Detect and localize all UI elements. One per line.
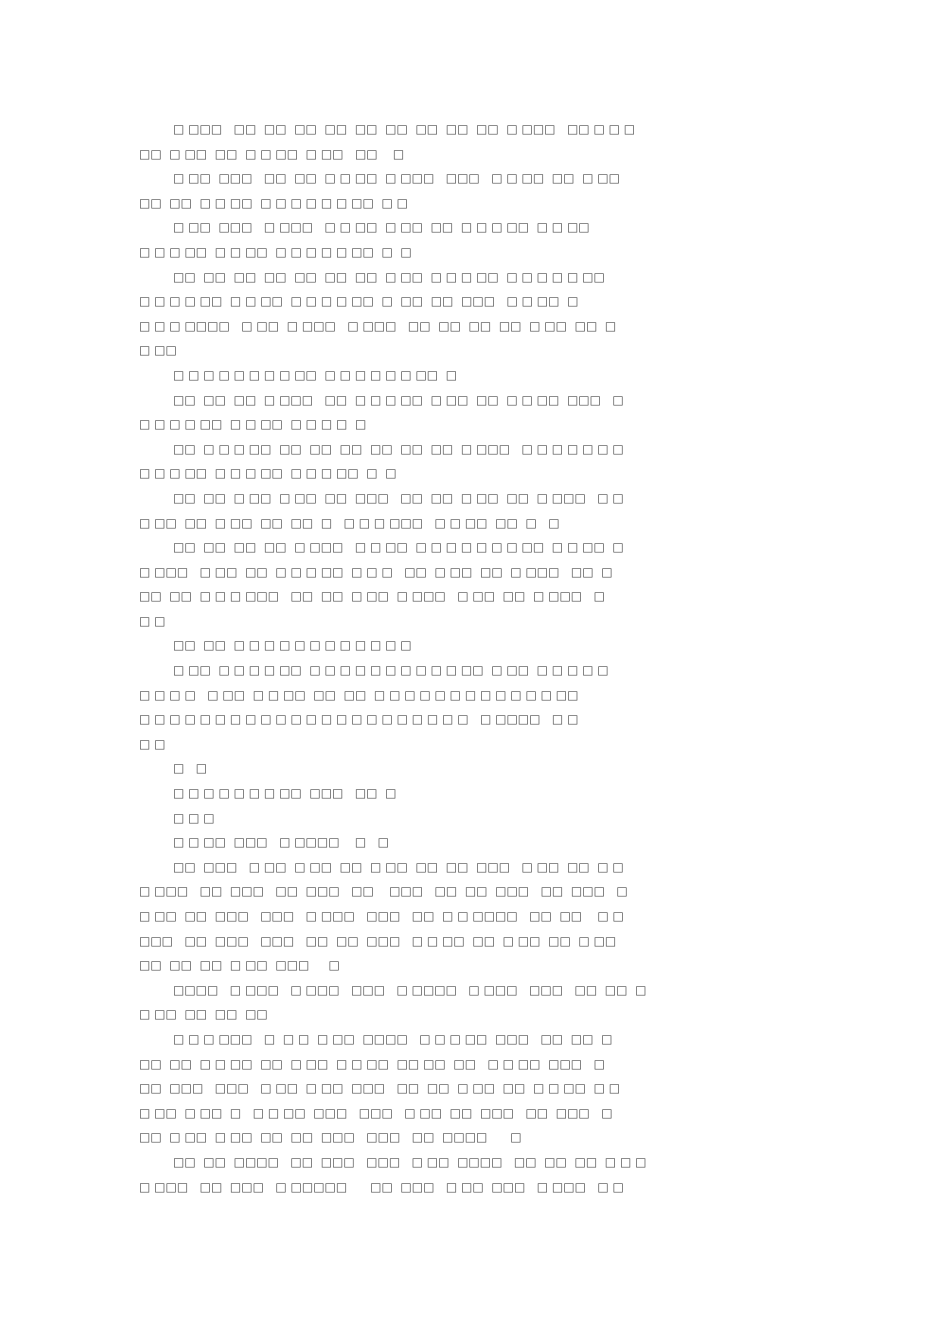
- text-line: □ □□□ □ □□ □□ □ □ □ □□ □ □ □ □□ □ □□ □□ □ □□□ □□ □: [139, 564, 613, 579]
- text-line: □ □ □ □ □□ □ □ □□ □ □ □ □ □: [139, 417, 367, 432]
- text-line: □□ □ □□ □ □□ □□ □□ □□□ □□□ □□ □□□□ □: [139, 1130, 522, 1145]
- text-line: □ □□□ □□ □□ □□ □□ □□ □□ □□ □□ □□ □ □□□ □□ □ □ □: [173, 122, 636, 136]
- text-line: □ □ □ □ □ □ □ □ □□ □ □ □ □ □ □ □□ □: [173, 367, 458, 382]
- text-line: □□ □□ □ □□ □ □□ □□ □□□ □□ □□ □ □□ □□ □ □□□ □ □: [173, 490, 624, 505]
- text-line: □ □ □: [173, 810, 215, 825]
- text-line: □ □□ □□ □□ □□: [139, 1007, 268, 1022]
- text-line: □ □ □ □ □ □ □ □□ □□□ □□ □: [173, 786, 397, 801]
- text-line: □□ □□ □ □ □□ □□ □ □□ □ □ □□ □□ □□ □□ □ □ □□ □□□ □: [139, 1056, 605, 1071]
- text-line: □□ □□ □□□□ □□ □□□ □□□ □ □□ □□□□ □□ □□ □□ □ □ □: [173, 1154, 647, 1169]
- text-line: □ □□: [139, 343, 177, 358]
- text-line: □ □□□ □□ □□□ □□ □□□ □□ □□□ □□ □□ □□□ □□ □□□ □: [139, 884, 628, 899]
- text-line: □ □ □ □ □ □ □ □ □ □ □ □ □ □ □ □ □ □ □ □ □ □ □ □□□□ □ □: [139, 712, 579, 727]
- text-line: □ □□ □□□ □ □□□ □ □ □□ □ □□ □□ □ □ □ □□ □ □ □□: [173, 220, 590, 235]
- text-line: □ □□□ □□ □□□ □ □□□□□ □□ □□□ □ □□ □□□ □ □□□ □ □: [139, 1179, 624, 1194]
- text-line: □ □ □ □□□□ □ □□ □ □□□ □ □□□ □□ □□ □□ □□ □ □□ □□ □: [139, 318, 617, 333]
- text-line: □ □□ □□ □ □□ □□ □□ □ □ □ □ □□□ □ □ □□ □□ □ □: [139, 515, 560, 530]
- text-line: □□ □□ □ □ □ □ □ □ □ □ □ □ □ □: [173, 638, 412, 653]
- text-line: □□ □ □□ □□ □ □ □□ □ □□ □□ □: [139, 146, 405, 161]
- text-line: □ □ □ □ □ □□ □ □ □□ □□ □□ □ □ □ □ □ □ □ □ □ □ □ □ □□: [139, 687, 579, 702]
- text-line: □ □ □□ □□□ □ □□□□ □ □: [173, 835, 389, 850]
- text-line: □□□ □□ □□□ □□□ □□ □□ □□□ □ □ □□ □□ □ □□ □□ □ □□: [139, 933, 617, 948]
- text-line: □□ □□ □□ □ □□□ □□ □ □ □ □□ □ □□ □□ □ □ □□ □□□ □: [173, 392, 624, 407]
- text-line: □□□□ □ □□□ □ □□□ □□□ □ □□□□ □ □□□ □□□ □□ □□ □: [173, 982, 647, 997]
- text-line: □ □□ □ □ □ □ □□ □ □ □ □ □ □ □ □ □ □ □□ □ □□ □ □ □ □ □: [173, 663, 609, 678]
- text-line: □□ □ □ □ □□ □□ □□ □□ □□ □□ □□ □ □□□ □ □ □ □ □ □ □: [173, 441, 624, 456]
- text-line: □ □□ □□□ □□ □□ □ □ □□ □ □□□ □□□ □ □ □□ □□ □ □□: [173, 171, 620, 186]
- text-line: □ □ □ □□ □ □ □□ □ □ □ □ □ □□ □ □: [139, 244, 412, 259]
- text-line: □ □: [139, 613, 166, 628]
- text-line: □ □□ □□ □□□ □□□ □ □□□ □□□ □□ □ □ □□□□ □□ □□ □ □: [139, 909, 624, 923]
- text-line: □ □ □ □□□ □ □ □ □ □□ □□□□ □ □ □ □□ □□□ □□ □□ □: [173, 1031, 613, 1046]
- text-line: □ □ □ □ □□ □ □ □□ □ □ □ □ □□ □ □□ □□ □□□ □ □ □□ □: [139, 294, 579, 309]
- text-line: □□ □□□ □□□ □ □□ □ □□ □□□ □□ □□ □ □□ □□ □ □ □□ □ □: [139, 1081, 621, 1096]
- text-line: □□ □□ □□ □ □□ □□□ □: [139, 958, 340, 973]
- text-line: □ □: [173, 761, 208, 776]
- text-line: □□ □□ □□ □□ □□ □□ □□ □ □□ □ □ □ □□ □ □ □ □ □ □□: [173, 269, 605, 284]
- text-line: □□ □□ □ □ □ □□□ □□ □□ □ □□ □ □□□ □ □□ □□ □ □□□ □: [139, 589, 605, 604]
- text-line: □□ □□□ □ □□ □ □□ □□ □ □□ □□ □□ □□□ □ □□ □□ □ □: [173, 859, 624, 874]
- text-line: □ □: [139, 736, 166, 751]
- text-line: □□ □□ □ □ □□ □ □ □ □ □ □ □□ □ □: [139, 195, 408, 210]
- text-line: □□ □□ □□ □□ □ □□□ □ □ □□ □ □ □ □ □ □ □ □□ □ □ □□ □: [173, 540, 624, 555]
- text-line: □ □□ □ □□ □ □ □ □□ □□□ □□□ □ □□ □□ □□□ □□ □□□ □: [139, 1105, 613, 1120]
- document-body: [139, 117, 811, 1199]
- text-line: □ □ □ □□ □ □ □ □□ □ □ □ □□ □ □: [139, 466, 397, 481]
